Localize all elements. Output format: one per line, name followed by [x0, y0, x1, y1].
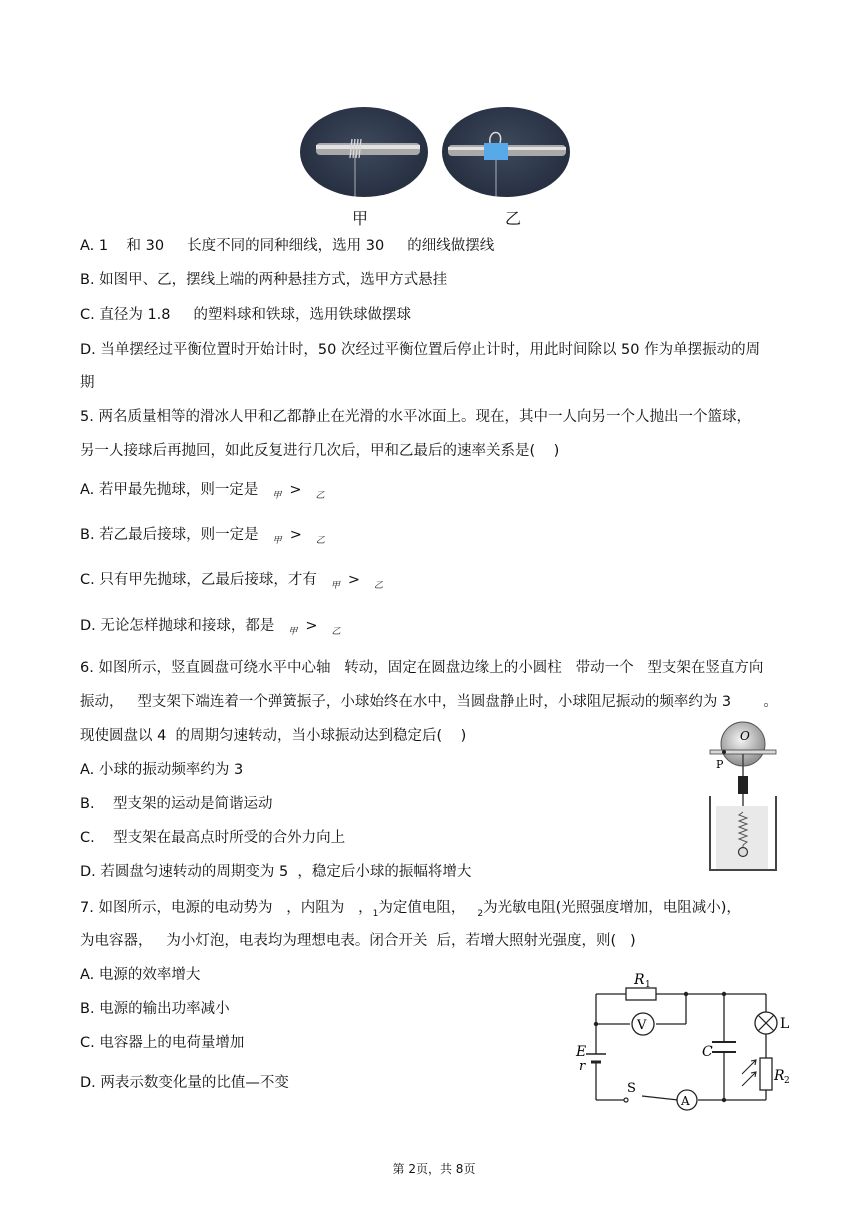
subscript-1: 1 [372, 909, 379, 919]
q5-option-d-text: D. 无论怎样抛球和接球，都是 [80, 618, 275, 634]
q4-option-a: A. 1 和 30 长度不同的同种细线，选用 30 的细线做摆线 [80, 238, 495, 254]
subscript-jia: 甲 [288, 627, 298, 637]
q5-stem-line1: 5. 两名质量相等的滑冰人甲和乙都静止在光滑的水平冰面上。现在，其中一人向另一个人抛出一个篮球， [80, 409, 751, 425]
q5-option-b [80, 525, 333, 547]
label-e: E [576, 1044, 587, 1060]
q4-option-d-line2: 期 [80, 375, 95, 391]
photo-yi-drawing [442, 107, 570, 197]
t-frame-connector [738, 776, 748, 794]
caption-jia: 甲 [352, 209, 369, 228]
q5-stem-line2: 另一人接球后再抛回，如此反复进行几次后，甲和乙最后的速率关系是( ) [80, 443, 560, 459]
q5-option-c-text: C. 只有甲先抛球，乙最后接球，才有 [80, 572, 317, 588]
label-r2: R [774, 1068, 785, 1084]
q5-option-d [80, 616, 349, 638]
q5-option-b-text: B. 若乙最后接球，则一定是 [80, 527, 259, 543]
page-footer: 第 2页，共 8页 [392, 1162, 476, 1176]
label-r2-sub: 2 [784, 1076, 790, 1086]
q6-stem-line1: 6. 如图所示，竖直圆盘可绕水平中心轴 转动，固定在圆盘边缘上的小圆柱 带动一个 型支架在竖直方向 [80, 660, 764, 676]
light-arrows [742, 1060, 756, 1086]
greater-than: > [289, 527, 302, 543]
q7-stem-line2: 为电容器， 为小灯泡，电表均为理想电表。闭合开关 后，若增大照射光强度，则( ) [80, 933, 636, 949]
q6-stem-line2: 振动， 型支架下端连着一个弹簧振子，小球始终在水中，当圆盘静止时，小球阻尼振动的频率约为 3 。 [80, 694, 778, 710]
q6-option-b: B. 型支架的运动是简谐运动 [80, 796, 273, 812]
photo-yi [442, 107, 570, 197]
label-r1-sub: 1 [645, 980, 651, 990]
q4-option-d-line1: D. 当单摆经过平衡位置时开始计时，50 次经过平衡位置后停止计时，用此时间除以 50 作为单摆振动的周 [80, 342, 761, 358]
subscript-jia: 甲 [272, 491, 282, 501]
label-l: L [780, 1016, 790, 1032]
photo-jia-drawing [300, 107, 428, 197]
q6-option-c: C. 型支架在最高点时所受的合外力向上 [80, 830, 346, 846]
label-r1: R [634, 972, 645, 988]
subscript-yi: 乙 [331, 627, 341, 637]
circuit-diagram [570, 966, 800, 1116]
t-frame-crossbar [710, 750, 776, 754]
label-p: P [716, 758, 724, 771]
q7-stem-line1 [80, 898, 741, 920]
caption-yi: 乙 [505, 209, 522, 228]
subscript-yi: 乙 [315, 491, 325, 501]
q5-option-c [80, 570, 391, 592]
label-o: O [740, 729, 750, 743]
q4-option-b: B. 如图甲、乙，摆线上端的两种悬挂方式，选甲方式悬挂 [80, 272, 448, 288]
subscript-jia: 甲 [272, 536, 282, 546]
q7-option-d: D. 两表示数变化量的比值—不变 [80, 1075, 289, 1091]
disc-oscillator-figure [700, 718, 790, 876]
subscript-yi: 乙 [315, 536, 325, 546]
switch-contact [624, 1098, 628, 1102]
oscillator-ball [739, 848, 748, 857]
resistor-r1 [626, 988, 656, 1000]
q5-option-a-text: A. 若甲最先抛球，则一定是 [80, 482, 259, 498]
q7-option-a: A. 电源的效率增大 [80, 967, 201, 983]
subscript-2: 2 [477, 909, 484, 919]
q7-option-c: C. 电容器上的电荷量增加 [80, 1035, 245, 1051]
greater-than: > [289, 482, 302, 498]
greater-than: > [305, 618, 318, 634]
greater-than: > [347, 572, 361, 588]
q6-stem-line3: 现使圆盘以 4 的周期匀速转动，当小球振动达到稳定后( ) [80, 728, 467, 744]
subscript-jia: 甲 [330, 581, 340, 591]
label-a: A [681, 1094, 690, 1108]
pin-p [722, 750, 726, 754]
label-v: V [637, 1018, 647, 1033]
label-r: r [579, 1059, 586, 1074]
q7-option-b: B. 电源的输出功率减小 [80, 1001, 230, 1017]
subscript-yi: 乙 [374, 581, 384, 591]
photo-jia [300, 107, 428, 197]
q7-stem-text-c: 为光敏电阻(光照强度增加，电阻减小)， [483, 900, 741, 916]
q5-option-a [80, 480, 333, 502]
label-s: S [627, 1081, 636, 1096]
q6-option-d: D. 若圆盘匀速转动的周期变为 5 ，稳定后小球的振幅将增大 [80, 864, 472, 880]
label-c: C [702, 1044, 713, 1060]
q4-option-c: C. 直径为 1.8 的塑料球和铁球，选用铁球做摆球 [80, 307, 412, 323]
photoresistor-r2 [760, 1058, 772, 1090]
q6-option-a: A. 小球的振动频率约为 3 [80, 762, 244, 778]
q7-stem-text-b: 为定值电阻， [378, 900, 466, 916]
q7-stem-text-a: 7. 如图所示，电源的电动势为 ，内阻为 ， [80, 900, 373, 916]
